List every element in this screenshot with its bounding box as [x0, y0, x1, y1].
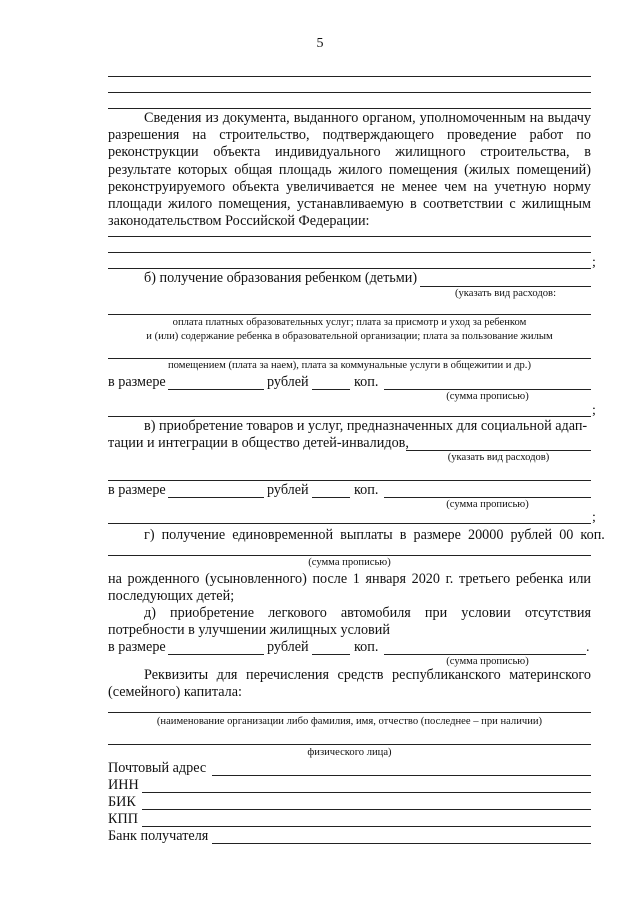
- blank-line[interactable]: [108, 236, 591, 237]
- page-number: 5: [316, 36, 324, 51]
- kopecks-field[interactable]: [312, 654, 350, 655]
- kop-label: коп.: [354, 482, 379, 498]
- requisites-heading: Реквизиты для перечисления средств республиканского материнского (семейного) капитала:: [108, 667, 591, 701]
- blank-line[interactable]: [108, 416, 591, 417]
- section-v-hint: (указать вид расходов): [447, 452, 550, 463]
- kopecks-field[interactable]: [312, 497, 350, 498]
- expense-type-field[interactable]: [406, 450, 591, 451]
- rub-label: рублей: [267, 482, 309, 498]
- sum-in-words-field[interactable]: [384, 497, 591, 498]
- amount-prefix: в размере: [108, 482, 166, 498]
- bik-label: БИК: [108, 794, 136, 810]
- postal-address-field[interactable]: [212, 775, 591, 776]
- inn-field[interactable]: [142, 792, 591, 793]
- recipient-name-field[interactable]: [108, 744, 591, 745]
- intro-paragraph: Сведения из документа, выданного органом, уполномоченным на выдачу разрешения на строительство, подтверждающего проведение работ по реконструкции объекта индивидуального жилищного строительства, в результате которых общая площадь жилого помещения (жилых помещений) реконструируемого объекта увеличивается не менее чем на учетную норму площади жилого помещения, устанавливаемую в соответствии с жилищным законодательством Российской Федерации:: [108, 110, 591, 230]
- section-v-label-2: тации и интеграции в общество детей-инвалидов,: [108, 435, 409, 451]
- postal-address-label: Почтовый адрес: [108, 760, 207, 776]
- section-b-hint-1: (указать вид расходов:: [454, 288, 557, 299]
- blank-line[interactable]: [108, 92, 591, 93]
- section-b-hint-2: оплата платных образовательных услуг; плата за присмотр и уход за ребенком: [172, 317, 527, 328]
- rubles-field[interactable]: [168, 389, 264, 390]
- section-g-text: на рожденного (усыновленного) после 1 января 2020 г. третьего ребенка или последующих детей;: [108, 571, 591, 605]
- kpp-field[interactable]: [142, 826, 591, 827]
- sum-hint: (сумма прописью): [446, 656, 529, 667]
- rub-label: рублей: [267, 374, 309, 390]
- sum-hint: (сумма прописью): [446, 391, 529, 402]
- semicolon: ;: [592, 510, 596, 525]
- requisites-hint-2: физического лица): [307, 747, 392, 758]
- section-g-label: г) получение единовременной выплаты в размере 20000 рублей 00 коп.: [144, 527, 605, 543]
- amount-prefix: в размере: [108, 639, 166, 655]
- rub-label: рублей: [267, 639, 309, 655]
- recipient-name-field[interactable]: [108, 712, 591, 713]
- amount-prefix: в размере: [108, 374, 166, 390]
- blank-line[interactable]: [108, 523, 591, 524]
- blank-line[interactable]: [108, 108, 591, 109]
- blank-line[interactable]: [108, 555, 591, 556]
- blank-line[interactable]: [108, 252, 591, 253]
- section-d-text: д) приобретение легкового автомобиля при условии отсутствия потребности в улучшении жилищных условий: [108, 605, 591, 639]
- inn-label: ИНН: [108, 777, 139, 793]
- semicolon: ;: [592, 403, 596, 418]
- sum-in-words-field[interactable]: [384, 654, 586, 655]
- sum-hint: (сумма прописью): [446, 499, 529, 510]
- period: .: [586, 640, 590, 655]
- bik-field[interactable]: [142, 809, 591, 810]
- rubles-field[interactable]: [168, 654, 264, 655]
- semicolon: ;: [592, 255, 596, 270]
- blank-line[interactable]: [108, 358, 591, 359]
- blank-line[interactable]: [108, 76, 591, 77]
- kopecks-field[interactable]: [312, 389, 350, 390]
- blank-line[interactable]: [108, 268, 591, 269]
- sum-in-words-field[interactable]: [384, 389, 591, 390]
- kpp-label: КПП: [108, 811, 138, 827]
- bank-label: Банк получателя: [108, 828, 209, 844]
- section-v-label-1: в) приобретение товаров и услуг, предназначенных для социальной адап-: [144, 418, 588, 434]
- kop-label: коп.: [354, 639, 379, 655]
- kop-label: коп.: [354, 374, 379, 390]
- blank-line[interactable]: [108, 480, 591, 481]
- section-g-sum-hint: (сумма прописью): [308, 557, 391, 568]
- expense-type-field[interactable]: [420, 286, 591, 287]
- blank-line[interactable]: [108, 314, 591, 315]
- section-b-hint-4: помещением (плата за наем), плата за коммунальные услуги в общежитии и др.): [168, 360, 531, 371]
- section-b-hint-3: и (или) содержание ребенка в образовательной организации; плата за пользование жилым: [146, 331, 553, 342]
- bank-field[interactable]: [212, 843, 591, 844]
- requisites-hint-1: (наименование организации либо фамилия, имя, отчество (последнее – при наличии): [156, 716, 543, 727]
- section-b-label: б) получение образования ребенком (детьми): [144, 270, 418, 286]
- rubles-field[interactable]: [168, 497, 264, 498]
